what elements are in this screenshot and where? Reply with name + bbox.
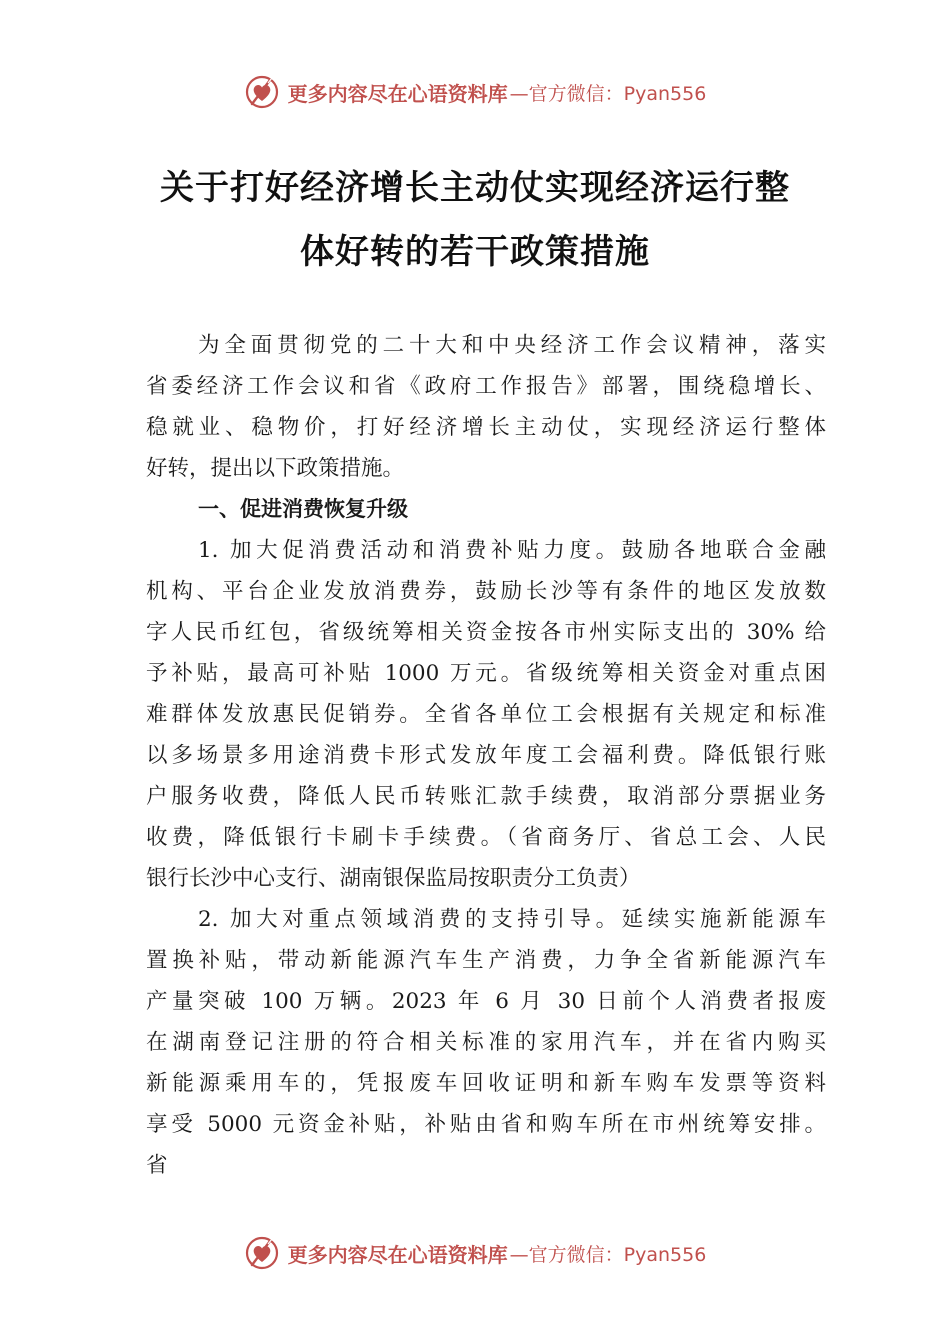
body-line: 好转，提出以下政策措施。 — [146, 456, 405, 481]
watermark-contact: —官方微信：Pyan556 — [509, 1243, 707, 1266]
body-line: 户服务收费，降低人民币转账汇款手续费，取消部分票据业务 — [146, 784, 826, 809]
watermark-contact: —官方微信：Pyan556 — [509, 82, 707, 105]
body-line: 字人民币红包，省级统筹相关资金按各市州实际支出的 30% 给 — [146, 620, 826, 645]
document-title-line-2: 体好转的若干政策措施 — [300, 232, 650, 272]
body-line: 省委经济工作会议和省《政府工作报告》部署，围绕稳增长、 — [146, 374, 826, 399]
watermark-brand: 更多内容尽在心语资料库 — [287, 1242, 508, 1267]
section-heading: 一、促进消费恢复升级 — [198, 497, 408, 521]
watermark-brand: 更多内容尽在心语资料库 — [287, 81, 508, 106]
header-watermark — [0, 72, 950, 112]
body-line: 产量突破 100 万辆。2023 年 6 月 30 日前个人消费者报废 — [146, 989, 826, 1014]
body-line: 银行长沙中心支行、湖南银保监局按职责分工负责） — [146, 866, 641, 891]
footer-watermark — [0, 1233, 950, 1273]
body-line: 享受 5000 元资金补贴，补贴由省和购车所在市州统筹安排。 — [146, 1112, 826, 1137]
body-line: 为全面贯彻党的二十大和中央经济工作会议精神，落实 — [198, 333, 826, 358]
document-body — [146, 325, 826, 1186]
body-line: 省 — [146, 1153, 168, 1178]
body-line: 机构、平台企业发放消费券，鼓励长沙等有条件的地区发放数 — [146, 579, 826, 604]
heart-pen-logo-icon — [244, 1235, 280, 1271]
body-line: 置换补贴，带动新能源汽车生产消费，力争全省新能源汽车 — [146, 948, 826, 973]
document-title-line-1: 关于打好经济增长主动仗实现经济运行整 — [160, 168, 790, 208]
body-line: 难群体发放惠民促销券。全省各单位工会根据有关规定和标准 — [146, 702, 826, 727]
body-line: 2. 加大对重点领域消费的支持引导。延续实施新能源车 — [198, 907, 826, 932]
body-line: 收费，降低银行卡刷卡手续费。（省商务厅、省总工会、人民 — [146, 825, 826, 850]
body-line: 1. 加大促消费活动和消费补贴力度。鼓励各地联合金融 — [198, 538, 826, 563]
body-line: 以多场景多用途消费卡形式发放年度工会福利费。降低银行账 — [146, 743, 826, 768]
body-line: 新能源乘用车的，凭报废车回收证明和新车购车发票等资料 — [146, 1071, 826, 1096]
body-line: 稳就业、稳物价，打好经济增长主动仗，实现经济运行整体 — [146, 415, 826, 440]
body-line: 在湖南登记注册的符合相关标准的家用汽车，并在省内购买 — [146, 1030, 826, 1055]
heart-pen-logo-icon — [244, 74, 280, 110]
body-line: 予补贴，最高可补贴 1000 万元。省级统筹相关资金对重点困 — [146, 661, 826, 686]
